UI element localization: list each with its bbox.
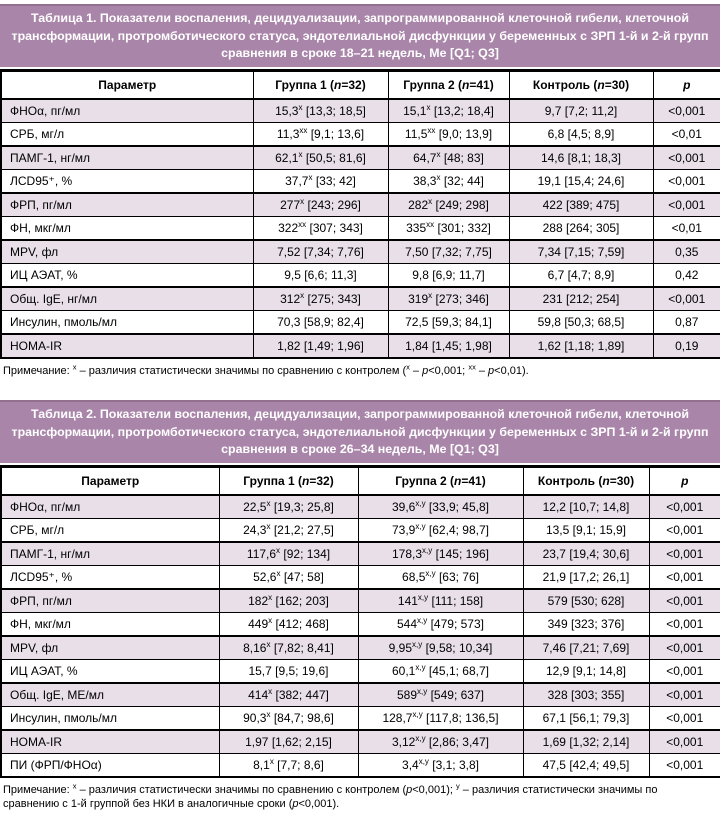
value-cell: $52,6^х$ [47; 58] xyxy=(219,565,358,589)
table-1 xyxy=(0,69,720,359)
table-2-header xyxy=(1,466,720,495)
p-value-cell: <0,001 xyxy=(649,730,720,754)
value-cell: $38,3^х$ [32; 44] xyxy=(388,169,509,193)
table-row xyxy=(1,287,720,311)
value-cell: 7,50 [7,32; 7,75] xyxy=(388,240,509,264)
table-row xyxy=(1,240,720,264)
value-cell: $117,6^х$ [92; 134] xyxy=(219,542,358,566)
value-cell: $11,5^{хх}$ [9,0; 13,9] xyxy=(388,122,509,146)
p-value-cell: <0,001 xyxy=(649,753,720,777)
value-cell: 1,84 [1,45; 1,98] xyxy=(388,334,509,358)
value-cell: 9,8 [6,9; 11,7] xyxy=(388,263,509,287)
value-cell: $9,95^{х,у}$ [9,58; 10,34] xyxy=(358,636,523,660)
value-cell: 21,9 [17,2; 26,1] xyxy=(523,565,649,589)
table-row xyxy=(1,612,720,636)
table-row xyxy=(1,730,720,754)
table-row xyxy=(1,542,720,566)
value-cell: 328 [303; 355] xyxy=(523,683,649,707)
value-cell: $335^{хх}$ [301; 332] xyxy=(388,216,509,240)
param-cell: ПИ (ФРП/ФНОα) xyxy=(1,753,219,777)
table-2-section xyxy=(0,400,720,811)
value-cell: 15,7 [9,5; 19,6] xyxy=(219,659,358,683)
value-cell: 288 [264; 305] xyxy=(509,216,653,240)
value-cell: $24,3^х$ [21,2; 27,5] xyxy=(219,518,358,542)
table-row xyxy=(1,263,720,287)
table-row xyxy=(1,99,720,123)
param-cell: Инсулин, пмоль/мл xyxy=(1,706,219,730)
p-value-cell: <0,001 xyxy=(649,612,720,636)
value-cell: 7,34 [7,15; 7,59] xyxy=(509,240,653,264)
value-cell: $414^х$ [382; 447] xyxy=(219,683,358,707)
p-value-cell: <0,001 xyxy=(649,659,720,683)
value-cell: 6,8 [4,5; 8,9] xyxy=(509,122,653,146)
table-row xyxy=(1,216,720,240)
param-cell: ЛCD95⁺, % xyxy=(1,565,219,589)
table-row xyxy=(1,636,720,660)
value-cell: $277^х$ [243; 296] xyxy=(253,193,388,217)
table-row xyxy=(1,659,720,683)
param-cell: ФН, мкг/мл xyxy=(1,216,253,240)
value-cell: 1,82 [1,49; 1,96] xyxy=(253,334,388,358)
param-cell: СРБ, мг/л xyxy=(1,518,219,542)
p-value-cell: <0,001 xyxy=(649,565,720,589)
value-cell: $178,3^{х,у}$ [145; 196] xyxy=(358,542,523,566)
param-cell: Общ. IgE, МЕ/мл xyxy=(1,683,219,707)
header-row xyxy=(1,70,720,99)
value-cell: $62,1^х$ [50,5; 81,6] xyxy=(253,146,388,170)
value-cell: 349 [323; 376] xyxy=(523,612,649,636)
value-cell: $68,5^{х,у}$ [63; 76] xyxy=(358,565,523,589)
value-cell: $73,9^{х,у}$ [62,4; 98,7] xyxy=(358,518,523,542)
value-cell: $3,4^{х,у}$ [3,1; 3,8] xyxy=(358,753,523,777)
value-cell: 12,9 [9,1; 14,8] xyxy=(523,659,649,683)
value-cell: 72,5 [59,3; 84,1] xyxy=(388,310,509,334)
value-cell: 6,7 [4,7; 8,9] xyxy=(509,263,653,287)
value-cell: 231 [212; 254] xyxy=(509,287,653,311)
p-value-cell: 0,19 xyxy=(653,334,720,358)
value-cell: $60,1^{х,у}$ [45,1; 68,7] xyxy=(358,659,523,683)
param-cell: Общ. IgE, нг/мл xyxy=(1,287,253,311)
param-cell: ФРП, пг/мл xyxy=(1,193,253,217)
param-cell: ЛCD95⁺, % xyxy=(1,169,253,193)
table-row xyxy=(1,146,720,170)
value-cell: $8,16^х$ [7,82; 8,41] xyxy=(219,636,358,660)
value-cell: 7,46 [7,21; 7,69] xyxy=(523,636,649,660)
value-cell: $64,7^х$ [48; 83] xyxy=(388,146,509,170)
table-1-section xyxy=(0,4,720,378)
param-cell: HOMA-IR xyxy=(1,334,253,358)
column-header: Группа 2 (n=41) xyxy=(388,70,509,99)
p-value-cell: <0,001 xyxy=(649,706,720,730)
p-value-cell: <0,001 xyxy=(649,518,720,542)
p-value-cell: <0,001 xyxy=(653,287,720,311)
value-cell: $37,7^х$ [33; 42] xyxy=(253,169,388,193)
table-row xyxy=(1,122,720,146)
value-cell: 67,1 [56,1; 79,3] xyxy=(523,706,649,730)
param-cell: MPV, фл xyxy=(1,636,219,660)
param-cell: ПАМГ-1, нг/мл xyxy=(1,542,219,566)
table-1-title: Таблица 1. Показатели воспаления, децидуализации, запрограммированной клеточной гибели, клеточной трансформации, протромботического статуса, эндотелиальной дисфункции у беременных с ЗРП 1-й и 2-й групп сравнения в сроке 18–21 недель, Ме [Q1; Q3] xyxy=(0,4,720,67)
p-value-cell: <0,001 xyxy=(649,683,720,707)
column-header: Контроль (n=30) xyxy=(509,70,653,99)
p-value-cell: <0,001 xyxy=(653,99,720,123)
table-row xyxy=(1,589,720,613)
p-value-cell: <0,01 xyxy=(653,122,720,146)
param-cell: MPV, фл xyxy=(1,240,253,264)
param-cell: СРБ, мг/л xyxy=(1,122,253,146)
param-cell: HOMA-IR xyxy=(1,730,219,754)
value-cell: 13,5 [9,1; 15,9] xyxy=(523,518,649,542)
section-gap xyxy=(0,378,720,400)
p-value-cell: <0,001 xyxy=(653,169,720,193)
table-row xyxy=(1,310,720,334)
value-cell: 23,7 [19,4; 30,6] xyxy=(523,542,649,566)
param-cell: ИЦ АЭАТ, % xyxy=(1,659,219,683)
table-2 xyxy=(0,465,720,778)
param-cell: ИЦ АЭАТ, % xyxy=(1,263,253,287)
p-value-cell: <0,001 xyxy=(649,636,720,660)
p-value-cell: <0,001 xyxy=(649,495,720,519)
value-cell: 579 [530; 628] xyxy=(523,589,649,613)
param-cell: ФНОα, пг/мл xyxy=(1,495,219,519)
value-cell: 1,62 [1,18; 1,89] xyxy=(509,334,653,358)
param-cell: ПАМГ-1, нг/мл xyxy=(1,146,253,170)
value-cell: $11,3^{хх}$ [9,1; 13,6] xyxy=(253,122,388,146)
table-row xyxy=(1,706,720,730)
param-cell: ФН, мкг/мл xyxy=(1,612,219,636)
value-cell: $22,5^х$ [19,3; 25,8] xyxy=(219,495,358,519)
value-cell: 19,1 [15,4; 24,6] xyxy=(509,169,653,193)
value-cell: 422 [389; 475] xyxy=(509,193,653,217)
table-row xyxy=(1,565,720,589)
value-cell: 1,97 [1,62; 2,15] xyxy=(219,730,358,754)
value-cell: $322^{хх}$ [307; 343] xyxy=(253,216,388,240)
param-cell: ФРП, пг/мл xyxy=(1,589,219,613)
value-cell: $15,3^х$ [13,3; 18,5] xyxy=(253,99,388,123)
p-value-cell: <0,001 xyxy=(649,589,720,613)
table-row xyxy=(1,518,720,542)
param-cell: Инсулин, пмоль/мл xyxy=(1,310,253,334)
column-header: Параметр xyxy=(1,70,253,99)
column-header: Контроль (n=30) xyxy=(523,466,649,495)
p-value-cell: 0,42 xyxy=(653,263,720,287)
p-value-cell: 0,87 xyxy=(653,310,720,334)
value-cell: $449^х$ [412; 468] xyxy=(219,612,358,636)
p-value-cell: <0,001 xyxy=(649,542,720,566)
table-row xyxy=(1,334,720,358)
param-cell: ФНОα, пг/мл xyxy=(1,99,253,123)
table-row xyxy=(1,495,720,519)
value-cell: $312^х$ [275; 343] xyxy=(253,287,388,311)
value-cell: $15,1^х$ [13,2; 18,4] xyxy=(388,99,509,123)
table-row xyxy=(1,193,720,217)
table-1-footnote: Примечание: $^х$ – различия статистически значимы по сравнению с контролем ($^х$ – p<0,001; $^{хх}$ – p<0,01). xyxy=(3,362,529,377)
value-cell: 59,8 [50,3; 68,5] xyxy=(509,310,653,334)
value-cell: $128,7^{х,у}$ [117,8; 136,5] xyxy=(358,706,523,730)
value-cell: $39,6^{х,у}$ [33,9; 45,8] xyxy=(358,495,523,519)
value-cell: $182^х$ [162; 203] xyxy=(219,589,358,613)
table-row xyxy=(1,169,720,193)
value-cell: $282^х$ [249; 298] xyxy=(388,193,509,217)
p-value-cell: <0,001 xyxy=(653,193,720,217)
value-cell: $90,3^х$ [84,7; 98,6] xyxy=(219,706,358,730)
column-header: Параметр xyxy=(1,466,219,495)
value-cell: $544^{х,у}$ [479; 573] xyxy=(358,612,523,636)
value-cell: 7,52 [7,34; 7,76] xyxy=(253,240,388,264)
table-row xyxy=(1,753,720,777)
p-value-cell: 0,35 xyxy=(653,240,720,264)
value-cell: $319^х$ [273; 346] xyxy=(388,287,509,311)
table-1-header xyxy=(1,70,720,99)
value-cell: 9,7 [7,2; 11,2] xyxy=(509,99,653,123)
column-header: Группа 1 (n=32) xyxy=(253,70,388,99)
value-cell: 9,5 [6,6; 11,3] xyxy=(253,263,388,287)
value-cell: $8,1^х$ [7,7; 8,6] xyxy=(219,753,358,777)
table-2-title: Таблица 2. Показатели воспаления, децидуализации, запрограммированной клеточной гибели, клеточной трансформации, протромботического статуса, эндотелиальной дисфункции у беременных с ЗРП 1-й и 2-й групп сравнения в сроке 26–34 недель, Ме [Q1; Q3] xyxy=(0,400,720,463)
value-cell: 14,6 [8,1; 18,3] xyxy=(509,146,653,170)
p-value-cell: <0,001 xyxy=(653,146,720,170)
value-cell: $141^{х,у}$ [111; 158] xyxy=(358,589,523,613)
table-row xyxy=(1,683,720,707)
column-header: p xyxy=(649,466,720,495)
value-cell: $3,12^{х,у}$ [2,86; 3,47] xyxy=(358,730,523,754)
column-header: Группа 1 (n=32) xyxy=(219,466,358,495)
column-header: p xyxy=(653,70,720,99)
header-row xyxy=(1,466,720,495)
table-2-footnote: Примечание: $^х$ – различия статистически значимы по сравнению с контролем (p<0,001); $^у$ – различия статистически значимы по сравнению с 1-й группой без НКИ в аналогичные сроки (p<0,001). xyxy=(3,781,658,811)
value-cell: $589^{х,у}$ [549; 637] xyxy=(358,683,523,707)
value-cell: 47,5 [42,4; 49,5] xyxy=(523,753,649,777)
value-cell: 70,3 [58,9; 82,4] xyxy=(253,310,388,334)
p-value-cell: <0,01 xyxy=(653,216,720,240)
value-cell: 1,69 [1,32; 2,14] xyxy=(523,730,649,754)
value-cell: 12,2 [10,7; 14,8] xyxy=(523,495,649,519)
column-header: Группа 2 (n=41) xyxy=(358,466,523,495)
